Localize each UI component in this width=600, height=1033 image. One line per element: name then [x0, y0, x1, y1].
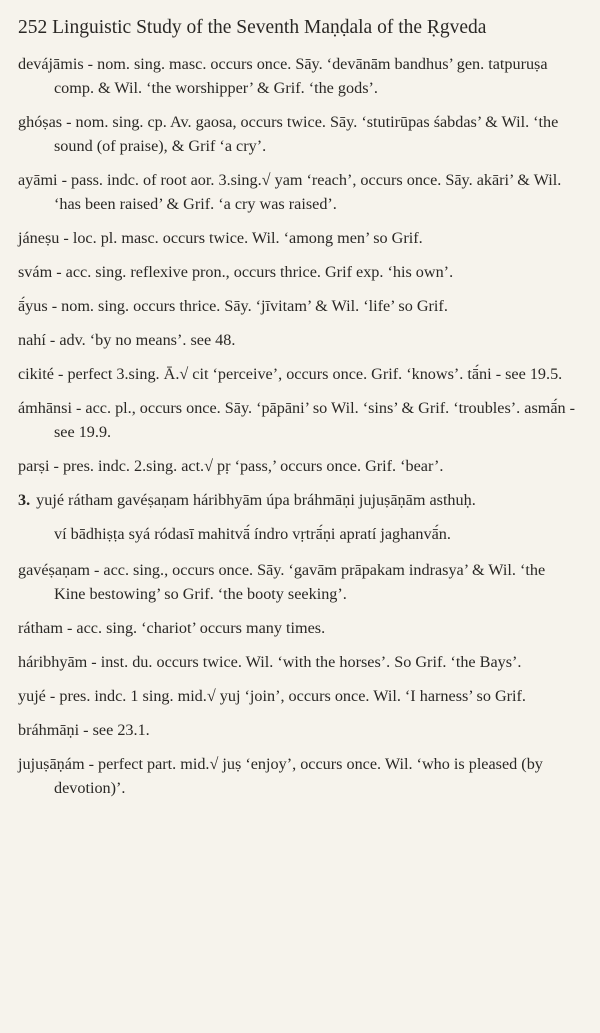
verse-line-1: [18, 488, 578, 512]
entry-parsi: parṣi - pres. indc. 2.sing. act.√ pṛ ‘pass,’ occurs once. Grif. ‘bear’.: [18, 457, 444, 475]
entry-haribhyam: háribhyām - inst. du. occurs twice. Wil. ‘with the horses’. So Grif. ‘the Bays’.: [18, 653, 522, 671]
verse-line-2: ví bādhiṣṭa syá ródasī mahitvā́ índro vṛtrā́ṇi apratí jaghanvā́n.: [54, 525, 451, 543]
entry-ayus: ā́yus - nom. sing. occurs thrice. Sāy. ‘jīvitam’ & Wil. ‘life’ so Grif.: [18, 297, 448, 315]
entry-nahi: nahí - adv. ‘by no means’. see 48.: [18, 331, 236, 349]
entry-devajamis: devájāmis - nom. sing. masc. occurs once. Sāy. ‘devānām bandhus’ gen. tatpuruṣa comp. & Wil. ‘the worshipper’ & Grif. ‘the gods’.: [18, 55, 548, 97]
verse-number: 3.: [18, 491, 31, 509]
entry-ghosas: ghóṣas - nom. sing. cp. Av. gaosa, occurs twice. Sāy. ‘stutirūpas śabdas’ & Wil. ‘the sound (of praise), & Grif ‘a cry’.: [18, 113, 559, 155]
entry-jujusanam: jujuṣāṇám - perfect part. mid.√ juṣ ‘enjoy’, occurs once. Wil. ‘who is pleased (by devotion)’.: [18, 755, 543, 797]
running-title: Linguistic Study of the Seventh Maṇḍala of the Ṛgveda: [52, 17, 487, 38]
entry-amhansi: ámhānsi - acc. pl., occurs once. Sāy. ‘pāpāni’ so Wil. ‘sins’ & Grif. ‘troubles’. asmā́n - see 19.9.: [18, 399, 576, 441]
verse-block: [18, 488, 578, 546]
entry-cikite: cikité - perfect 3.sing. Ā.√ cit ‘perceive’, occurs once. Grif. ‘knows’. tā́ni - see 19.5.: [18, 365, 563, 383]
entry-ratham: rátham - acc. sing. ‘chariot’ occurs many times.: [18, 619, 326, 637]
verse-line-1-text: yujé rátham gavéṣaṇam háribhyām úpa bráhmāṇi jujuṣāṇām asthuḥ.: [36, 491, 476, 509]
page-number: 252: [18, 17, 48, 38]
entry-ayami: ayāmi - pass. indc. of root aor. 3.sing.√ yam ‘reach’, occurs once. Sāy. akāri’ & Wil. ‘has been raised’ & Grif. ‘a cry was raised’.: [18, 171, 562, 213]
page-header: [18, 14, 578, 42]
entry-gavesanam: gavéṣaṇam - acc. sing., occurs once. Sāy. ‘gavām prāpakam indrasya’ & Wil. ‘the Kine bestowing’ so Grif. ‘the booty seeking’.: [18, 561, 546, 603]
entry-svam: svám - acc. sing. reflexive pron., occurs thrice. Grif exp. ‘his own’.: [18, 263, 454, 281]
entry-janesu: jáneṣu - loc. pl. masc. occurs twice. Wil. ‘among men’ so Grif.: [18, 229, 423, 247]
entry-brahmani: bráhmāṇi - see 23.1.: [18, 721, 150, 739]
entry-yuje: yujé - pres. indc. 1 sing. mid.√ yuj ‘join’, occurs once. Wil. ‘I harness’ so Grif.: [18, 687, 526, 705]
